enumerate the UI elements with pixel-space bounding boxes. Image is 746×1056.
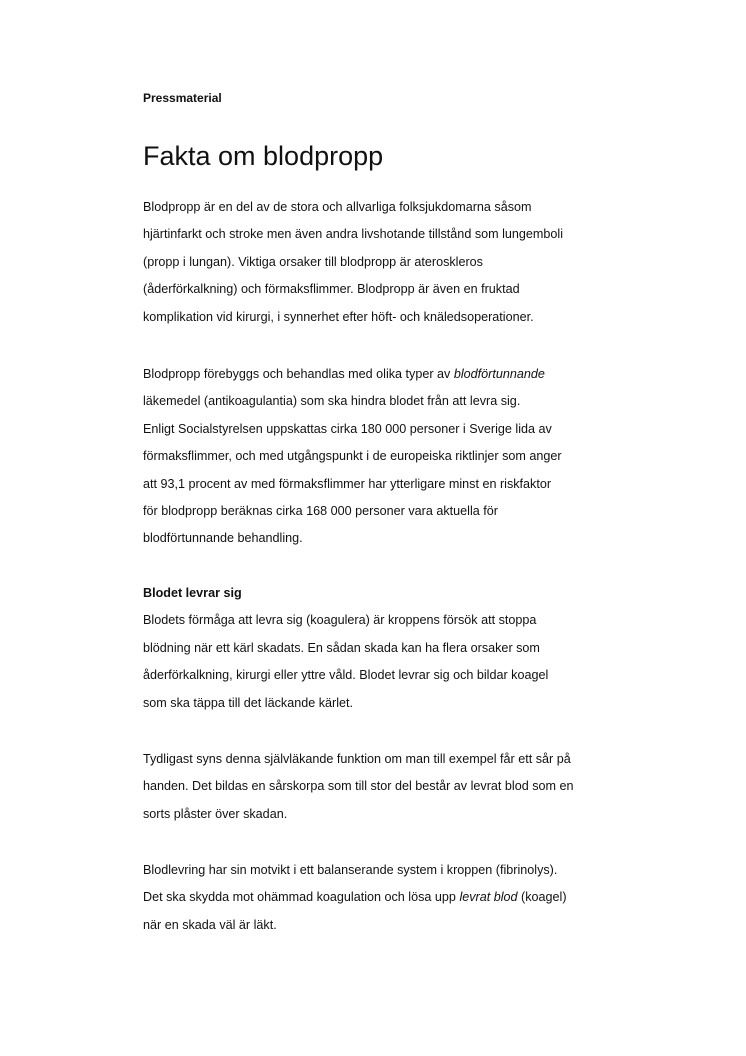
- text-run: Det ska skydda mot ohämmad koagulation och lösa upp: [143, 890, 460, 905]
- document-title: Fakta om blodpropp: [143, 141, 384, 171]
- paragraph-line: som ska täppa till det läckande kärlet.: [143, 695, 354, 710]
- section-heading: Blodet levrar sig: [143, 586, 242, 600]
- paragraph-line: (propp i lungan). Viktiga orsaker till blodpropp är ateroskleros: [143, 254, 483, 269]
- paragraph-line: (åderförkalkning) och förmaksflimmer. Blodpropp är även en fruktad: [143, 282, 520, 297]
- paragraph-line: förmaksflimmer, och med utgångspunkt i de europeiska riktlinjer som anger: [143, 449, 562, 464]
- paragraph-line: sorts plåster över skadan.: [143, 806, 288, 821]
- text-run: (koagel): [517, 890, 567, 905]
- paragraph-line: blodförtunnande behandling.: [143, 531, 303, 546]
- paragraph-fibrinolysis: [143, 857, 623, 939]
- paragraph-treatment: [143, 361, 623, 553]
- paragraph-line: blödning när ett kärl skadats. En sådan skada kan ha flera orsaker som: [143, 640, 540, 655]
- text-run: Blodpropp förebyggs och behandlas med olika typer av: [143, 367, 454, 381]
- paragraph-line: Tydligast syns denna självläkande funktion om man till exempel får ett sår på: [143, 752, 571, 766]
- section-blood-clotting: [143, 580, 623, 717]
- paragraph-line: Blodets förmåga att levra sig (koagulera) är kroppens försök att stoppa: [143, 613, 537, 628]
- paragraph-line: för blodpropp beräknas cirka 168 000 personer vara aktuella för: [143, 503, 498, 518]
- paragraph-line: [143, 361, 623, 388]
- paragraph-line: [143, 884, 623, 911]
- paragraph-wound-example: [143, 746, 623, 828]
- paragraph-line: Blodlevring har sin motvikt i ett balanserande system i kroppen (fibrinolys).: [143, 863, 558, 877]
- paragraph-line: läkemedel (antikoagulantia) som ska hindra blodet från att levra sig.: [143, 394, 521, 409]
- paragraph-line: Enligt Socialstyrelsen uppskattas cirka 180 000 personer i Sverige lida av: [143, 421, 552, 436]
- emphasis-text: blodförtunnande: [453, 367, 545, 381]
- paragraph-line: Blodpropp är en del av de stora och allvarliga folksjukdomarna såsom: [143, 200, 532, 214]
- paragraph-line: att 93,1 procent av med förmaksflimmer har ytterligare minst en riskfaktor: [143, 476, 552, 491]
- paragraph-intro: [143, 194, 623, 331]
- paragraph-line: när en skada väl är läkt.: [143, 917, 277, 932]
- paragraph-line: komplikation vid kirurgi, i synnerhet efter höft- och knäledsoperationer.: [143, 309, 534, 324]
- paragraph-line: åderförkalkning, kirurgi eller yttre våld. Blodet levrar sig och bildar koagel: [143, 668, 549, 683]
- emphasis-text: levrat blod: [459, 890, 518, 905]
- paragraph-line: handen. Det bildas en sårskorpa som till stor del består av levrat blod som en: [143, 779, 574, 794]
- document-label: Pressmaterial: [143, 91, 222, 105]
- paragraph-line: hjärtinfarkt och stroke men även andra livshotande tillstånd som lungemboli: [143, 227, 564, 242]
